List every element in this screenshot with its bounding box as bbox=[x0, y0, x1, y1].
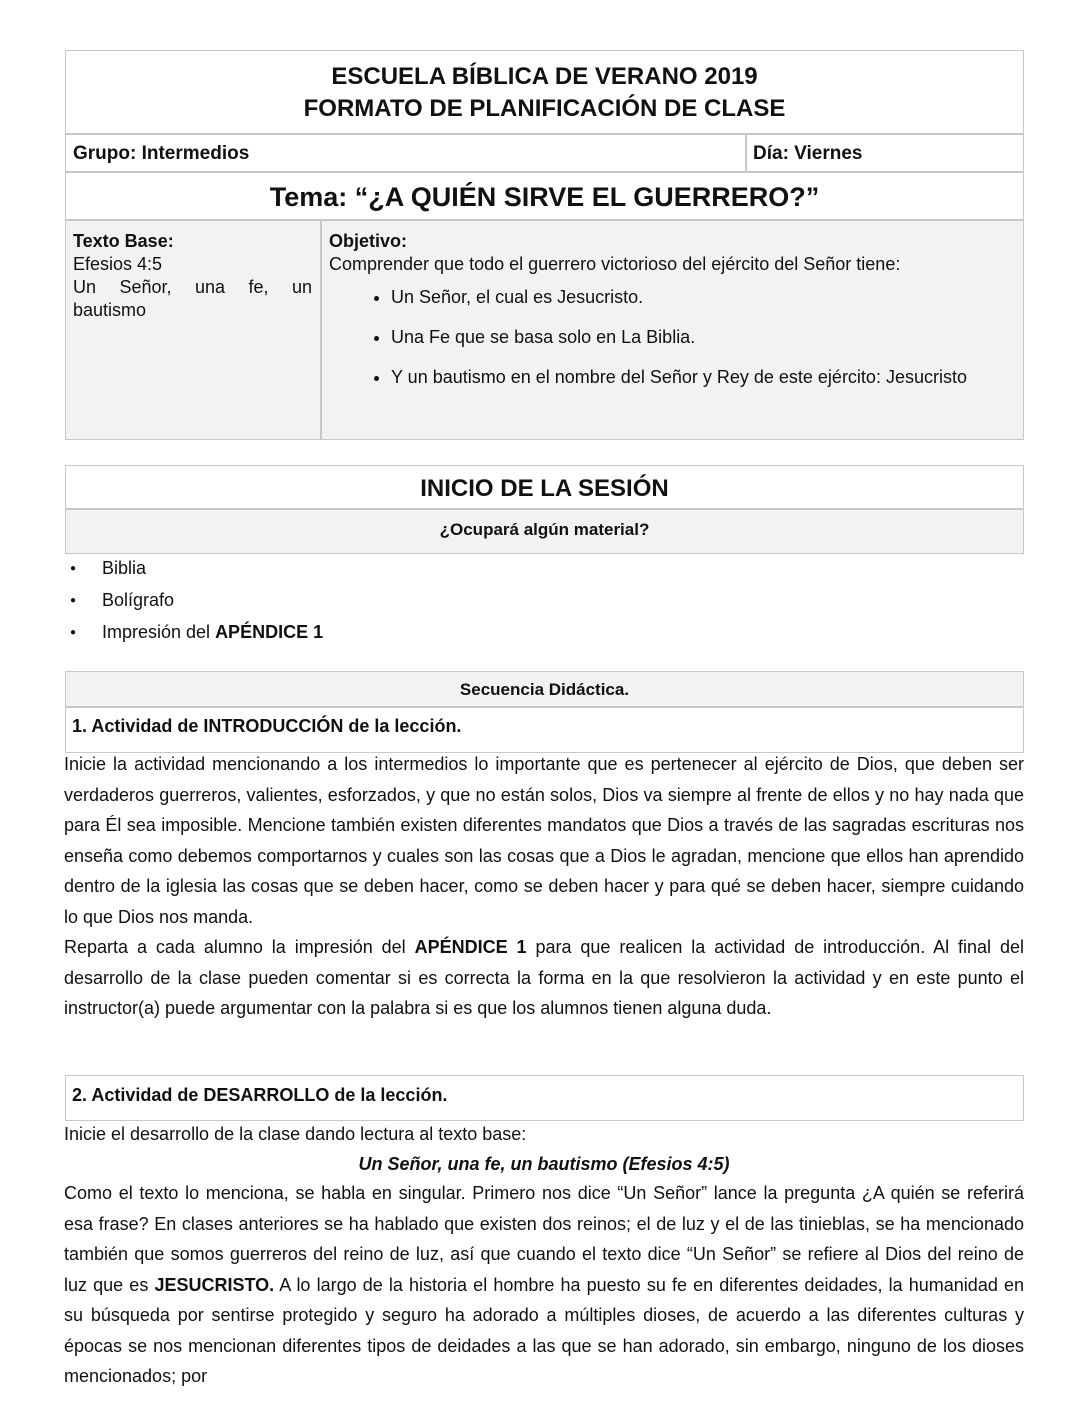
paragraph-development-intro: Inicie el desarrollo de la clase dando lectura al texto base: bbox=[64, 1124, 527, 1144]
objective-label: Objetivo: bbox=[329, 231, 408, 251]
document-header bbox=[65, 50, 1024, 134]
objective-item: • Un Señor, el cual es Jesucristo. bbox=[391, 286, 1015, 309]
activity-prefix: Actividad de bbox=[91, 1085, 204, 1105]
bullet-icon: ● bbox=[70, 627, 77, 639]
didactic-sequence-title: Secuencia Didáctica. bbox=[65, 671, 1024, 707]
paragraph-text: Reparta a cada alumno la impresión del bbox=[64, 937, 415, 957]
paragraph-text: A lo largo de la historia el hombre ha puesto su fe en diferentes deidades, la humanidad en su búsqueda por sentirse protegido y seguro ha adorado a múltiples dioses, de acuerdo a las diferentes culturas y épocas se nos mencionan diferentes tipos de deidades a las que se han adorado, sin embargo, ninguno de los dioses mencionados; por bbox=[64, 1274, 1024, 1386]
paragraph-introduction: Inicie la actividad mencionando a los intermedios lo importante que es pertenecer al ejército de Dios, que deben ser verdaderos guerreros, valientes, esforzados, y que no están solos, Dios va siempre al frente de ellos y no hay nada que para Él sea imposible. Mencione también existen diferentes mandatos que Dios a través de las sagradas escrituras nos enseña como debemos comportarnos y cuales son las cosas que a Dios le agradan, mencione que ellos han aprendido dentro de la iglesia las cosas que se deben hacer, como se deben hacer y para qué se deben hacer, siempre cuidando lo que Dios nos manda. bbox=[64, 754, 1024, 927]
objective-intro: Comprender que todo el guerrero victorioso del ejército del Señor tiene: bbox=[329, 254, 901, 274]
material-question: ¿Ocupará algún material? bbox=[65, 509, 1024, 554]
base-text-line1: Un Señor, una fe, un bbox=[73, 277, 312, 297]
appendix-reference: APÉNDICE 1 bbox=[414, 937, 527, 957]
list-item bbox=[70, 620, 470, 652]
list-item bbox=[70, 556, 470, 588]
objective-list bbox=[329, 286, 1015, 389]
objective-cell bbox=[321, 220, 1024, 440]
bullet-icon: ● bbox=[70, 563, 77, 575]
group-cell: Grupo: Intermedios bbox=[65, 134, 746, 172]
day-cell: Día: Viernes bbox=[746, 134, 1024, 172]
bullet-icon: ● bbox=[70, 595, 77, 607]
material-text-bold: APÉNDICE 1 bbox=[215, 622, 324, 642]
activity-keyword: INTRODUCCIÓN bbox=[203, 716, 344, 736]
activity-1-heading bbox=[65, 707, 1024, 753]
activity-prefix: Actividad de bbox=[91, 716, 204, 736]
material-text: Bolígrafo bbox=[102, 590, 175, 610]
scripture-quote: Un Señor, una fe, un bautismo (Efesios 4:5) bbox=[358, 1154, 730, 1174]
base-text-cell bbox=[65, 220, 321, 440]
paragraph-text: para que realicen la actividad de introducción. Al final del desarrollo de la clase pueden comentar si es correcta la forma en la que resolvieron la actividad y en este punto el instructor(a) puede argumentar con la palabra si es que los alumnos tienen alguna duda. bbox=[64, 937, 1024, 1018]
materials-list bbox=[70, 556, 470, 652]
lesson-theme: Tema: “¿A QUIÉN SIRVE EL GUERRERO?” bbox=[65, 172, 1024, 220]
activity-suffix: de la lección. bbox=[329, 1085, 448, 1105]
base-text-reference: Efesios 4:5 bbox=[73, 254, 163, 274]
paragraph-appendix bbox=[64, 932, 1024, 1024]
activity-suffix: de la lección. bbox=[343, 716, 462, 736]
activity-number: 2. bbox=[72, 1085, 92, 1105]
session-start-title: INICIO DE LA SESIÓN bbox=[65, 465, 1024, 509]
format-title: FORMATO DE PLANIFICACIÓN DE CLASE bbox=[303, 95, 786, 122]
objective-item: • Y un bautismo en el nombre del Señor y Rey de este ejército: Jesucristo bbox=[391, 366, 1015, 389]
emphasis-text: JESUCRISTO. bbox=[154, 1274, 275, 1295]
activity-keyword: DESARROLLO bbox=[203, 1085, 330, 1105]
activity-2-heading bbox=[65, 1075, 1024, 1121]
list-item bbox=[70, 588, 470, 620]
objective-item: • Una Fe que se basa solo en La Biblia. bbox=[391, 326, 1015, 349]
activity-number: 1. bbox=[72, 716, 92, 736]
base-text-line2: bautismo bbox=[73, 300, 147, 320]
material-text-prefix: Impresión del bbox=[102, 622, 216, 642]
school-title: ESCUELA BÍBLICA DE VERANO 2019 bbox=[331, 63, 758, 90]
base-text-label: Texto Base: bbox=[73, 231, 174, 251]
material-text: Biblia bbox=[102, 558, 147, 578]
paragraph-development bbox=[64, 1178, 1024, 1392]
paragraph-text: Como el texto lo menciona, se habla en singular. Primero nos dice “Un Señor” lance la pregunta ¿A quién se referirá esa frase? En clases anteriores se ha hablado que existen dos reinos; el de luz y el de las tinieblas, se ha mencionado también que somos guerreros del reino de luz, así que cuando el texto dice “Un Señor” se refiere al Dios del reino de luz que es bbox=[64, 1183, 1024, 1295]
